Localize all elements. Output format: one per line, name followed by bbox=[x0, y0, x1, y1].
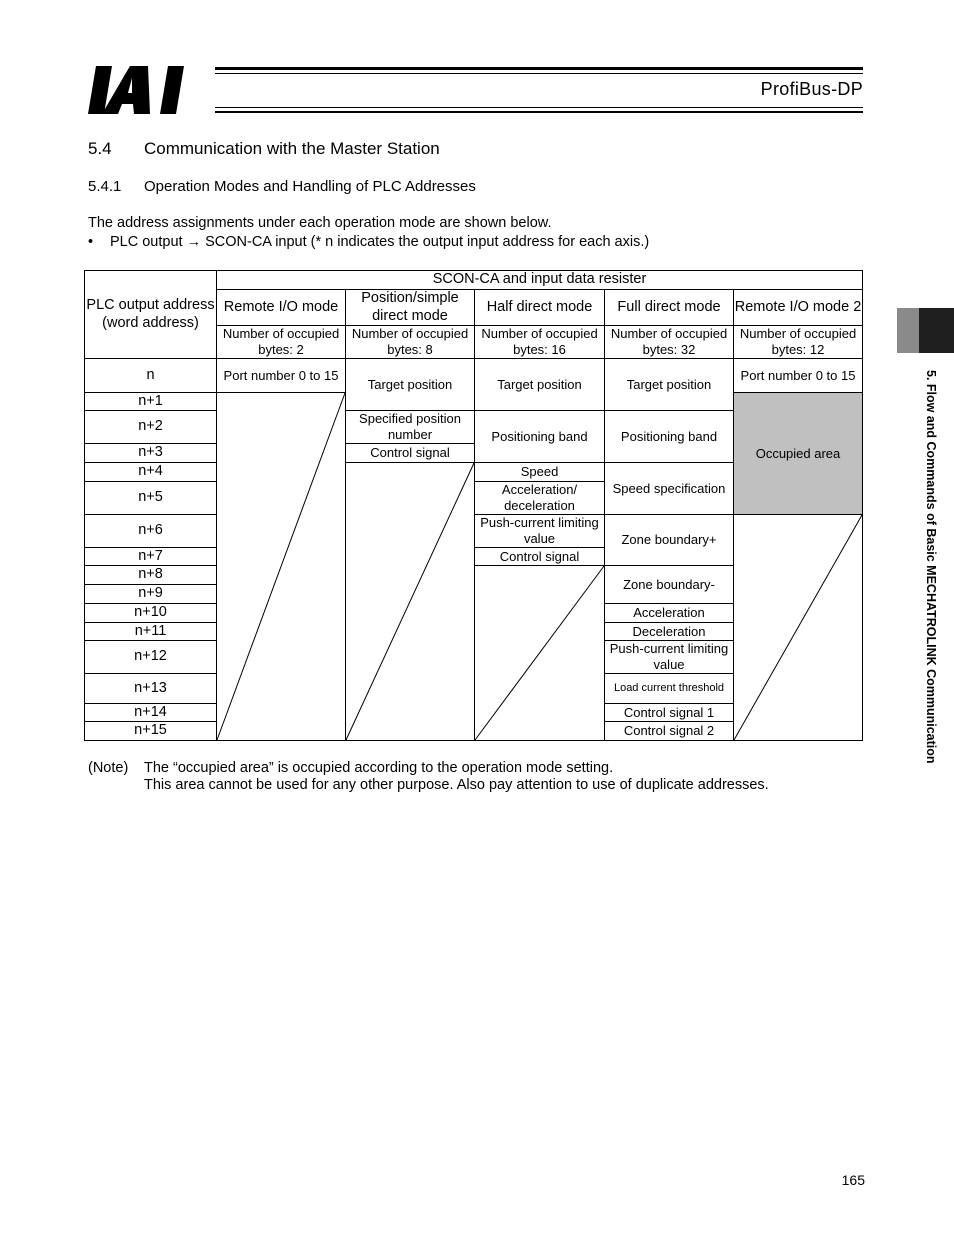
iai-logo bbox=[88, 66, 206, 114]
control-signal-2-cell: Control signal 2 bbox=[604, 721, 734, 741]
unused-diagonal bbox=[734, 515, 862, 740]
header-rule bbox=[215, 67, 863, 70]
bytes-header: Number of occupied bytes: 12 bbox=[733, 325, 863, 359]
chapter-tab-light bbox=[897, 308, 919, 353]
remote-io2-unused-area bbox=[733, 514, 863, 741]
address-cell: n+11 bbox=[84, 622, 217, 641]
unused-diagonal bbox=[217, 393, 345, 740]
address-cell: n+12 bbox=[84, 640, 217, 674]
address-cell: n+15 bbox=[84, 721, 217, 741]
header-rule bbox=[215, 111, 863, 113]
position-unused-area bbox=[345, 462, 475, 741]
brand-label: ProfiBus-DP bbox=[760, 79, 863, 99]
bytes-header: Number of occupied bytes: 16 bbox=[474, 325, 605, 359]
acceleration-cell: Acceleration bbox=[604, 603, 734, 623]
load-threshold-cell: Load current threshold bbox=[604, 673, 734, 704]
address-cell: n+2 bbox=[84, 410, 217, 444]
unused-diagonal bbox=[346, 463, 474, 740]
mode-header: Remote I/O mode 2 bbox=[733, 289, 863, 326]
chapter-side-title: 5. Flow and Commands of Basic MECHATROLINK Communication bbox=[924, 370, 938, 764]
header-rule bbox=[215, 107, 863, 108]
note-line-2: This area cannot be used for any other purpose. Also pay attention to use of duplicate addresses. bbox=[144, 777, 769, 793]
address-cell: n+4 bbox=[84, 462, 217, 482]
positioning-band-cell: Positioning band bbox=[474, 410, 605, 463]
mode-header: Remote I/O mode bbox=[216, 289, 346, 326]
address-cell: n+8 bbox=[84, 565, 217, 585]
deceleration-cell: Deceleration bbox=[604, 622, 734, 641]
push-current-cell: Push-current limiting value bbox=[604, 640, 734, 674]
address-cell: n bbox=[84, 358, 217, 393]
bytes-header: Number of occupied bytes: 2 bbox=[216, 325, 346, 359]
control-signal-1-cell: Control signal 1 bbox=[604, 703, 734, 722]
bytes-header: Number of occupied bytes: 8 bbox=[345, 325, 475, 359]
target-position-cell: Target position bbox=[474, 358, 605, 411]
speed-spec-cell: Speed specification bbox=[604, 462, 734, 515]
control-signal-cell: Control signal bbox=[345, 443, 475, 463]
unused-diagonal bbox=[475, 566, 604, 740]
address-cell: n+14 bbox=[84, 703, 217, 722]
section-heading bbox=[88, 139, 440, 159]
corner-header: PLC output address (word address) bbox=[84, 270, 217, 359]
occupied-area-cell: Occupied area bbox=[733, 392, 863, 515]
remote-io2-port-cell: Port number 0 to 15 bbox=[733, 358, 863, 393]
address-cell: n+13 bbox=[84, 673, 217, 704]
address-cell: n+3 bbox=[84, 443, 217, 463]
group-header: SCON-CA and input data resister bbox=[216, 270, 863, 290]
address-cell: n+7 bbox=[84, 547, 217, 566]
address-cell: n+10 bbox=[84, 603, 217, 623]
target-position-cell: Target position bbox=[345, 358, 475, 411]
address-cell: n+6 bbox=[84, 514, 217, 548]
section-title: Communication with the Master Station bbox=[144, 139, 440, 158]
remote-io-unused-area bbox=[216, 392, 346, 741]
specified-position-cell: Specified position number bbox=[345, 410, 475, 444]
address-cell: n+5 bbox=[84, 481, 217, 515]
chapter-tab-dark bbox=[919, 308, 954, 353]
mode-header: Full direct mode bbox=[604, 289, 734, 326]
section-number: 5.4 bbox=[88, 139, 112, 158]
bullet-item bbox=[88, 234, 649, 250]
note bbox=[88, 759, 613, 777]
positioning-band-cell: Positioning band bbox=[604, 410, 734, 463]
speed-cell: Speed bbox=[474, 462, 605, 482]
address-cell: n+1 bbox=[84, 392, 217, 411]
bullet-dot: • bbox=[88, 234, 94, 250]
zone-plus-cell: Zone boundary+ bbox=[604, 514, 734, 566]
bytes-header: Number of occupied bytes: 32 bbox=[604, 325, 734, 359]
header-rule bbox=[215, 73, 863, 74]
intro-text: The address assignments under each operation mode are shown below. bbox=[88, 215, 552, 231]
subsection-heading bbox=[88, 178, 476, 195]
bullet-text: PLC output → SCON-CA input (* n indicates the output input address for each axis.) bbox=[110, 234, 650, 250]
note-label: (Note) bbox=[88, 760, 129, 776]
acceleration-cell: Acceleration/ deceleration bbox=[474, 481, 605, 515]
remote-io-port-cell: Port number 0 to 15 bbox=[216, 358, 346, 393]
note-line-1: The “occupied area” is occupied according to the operation mode setting. bbox=[144, 760, 614, 776]
page-number: 165 bbox=[841, 1172, 865, 1188]
subsection-number: 5.4.1 bbox=[88, 178, 122, 195]
control-signal-cell: Control signal bbox=[474, 547, 605, 566]
address-cell: n+9 bbox=[84, 584, 217, 604]
mode-header: Half direct mode bbox=[474, 289, 605, 326]
target-position-cell: Target position bbox=[604, 358, 734, 411]
half-unused-area bbox=[474, 565, 605, 741]
subsection-title: Operation Modes and Handling of PLC Addresses bbox=[144, 178, 476, 195]
zone-minus-cell: Zone boundary- bbox=[604, 565, 734, 604]
push-current-cell: Push-current limiting value bbox=[474, 514, 605, 548]
mode-header: Position/simple direct mode bbox=[345, 289, 475, 326]
